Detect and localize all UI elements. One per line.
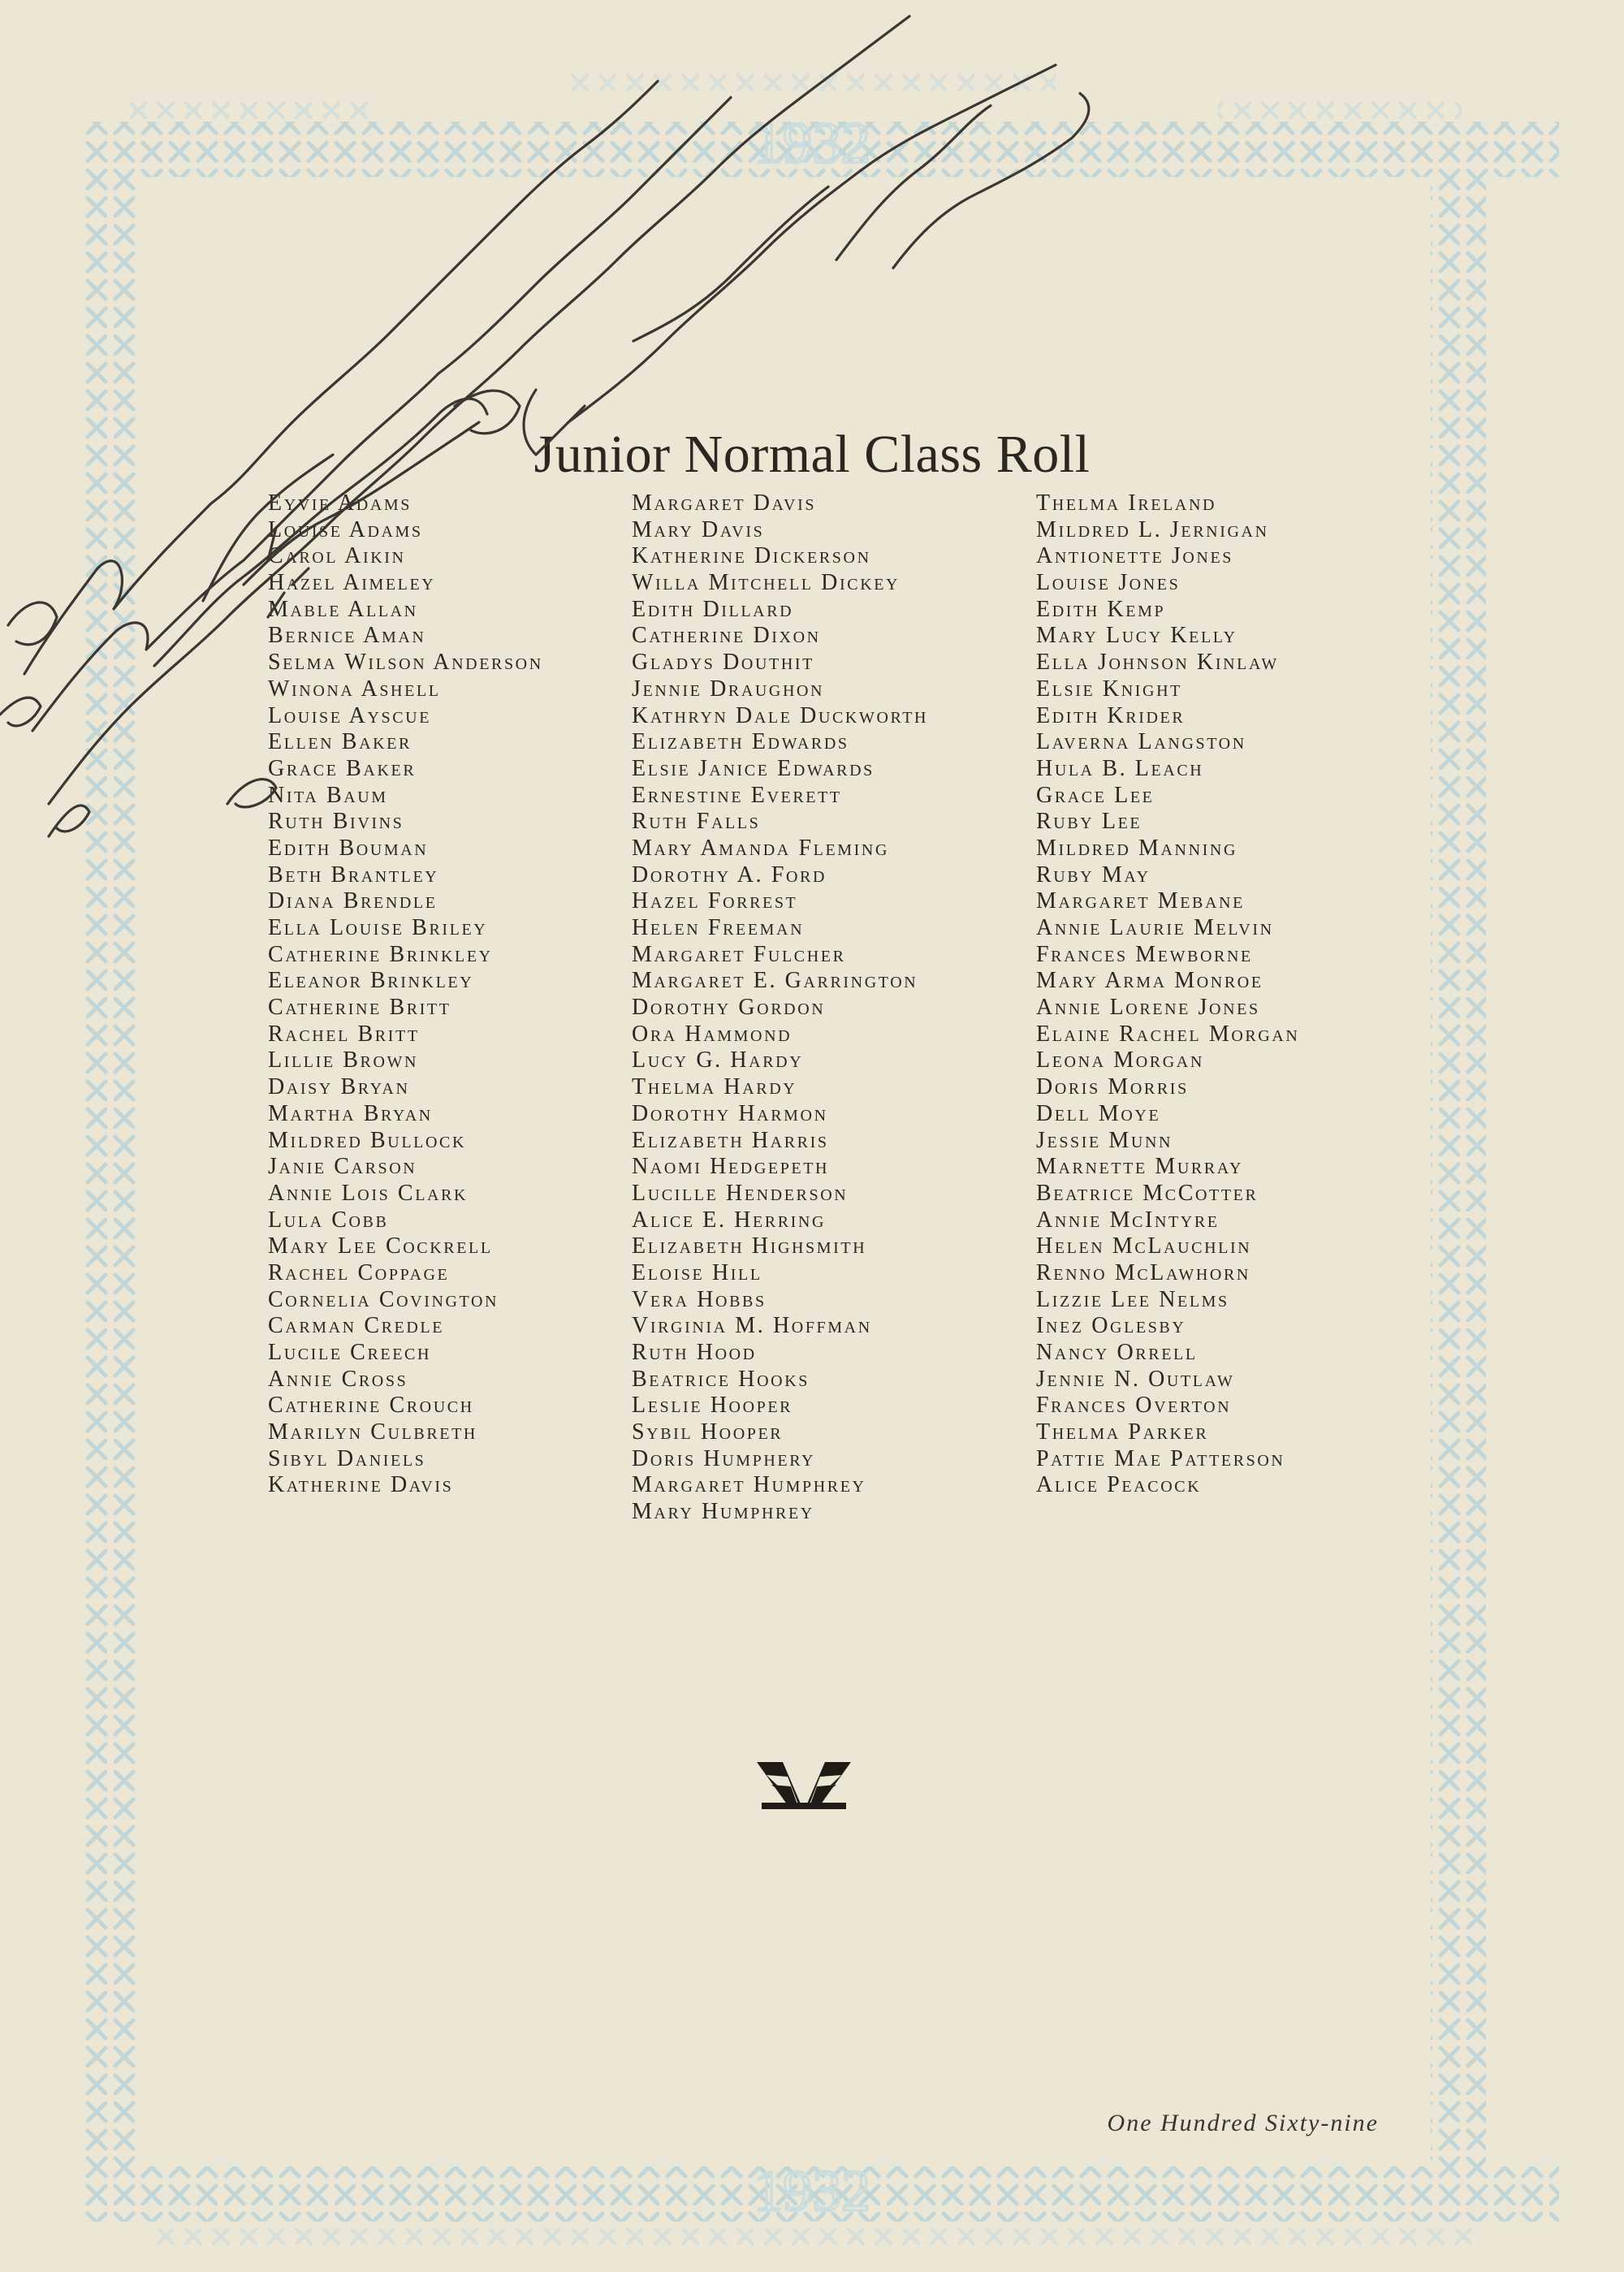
- student-name: Ruby May: [1036, 862, 1151, 888]
- student-name: Lucille Henderson: [632, 1180, 849, 1206]
- student-name: Elsie Knight: [1036, 676, 1182, 702]
- student-name: Mary Davis: [632, 516, 765, 542]
- student-name: Rachel Coppage: [268, 1259, 450, 1285]
- student-name: Jessie Munn: [1036, 1127, 1173, 1153]
- student-name: Daisy Bryan: [268, 1074, 410, 1100]
- student-name: Margaret Davis: [632, 490, 817, 516]
- name-column-1: [268, 490, 543, 1499]
- student-name: Sibyl Daniels: [268, 1445, 426, 1471]
- student-name: Frances Overton: [1036, 1393, 1232, 1419]
- student-name: Eloise Hill: [632, 1259, 762, 1285]
- student-name: Renno McLawhorn: [1036, 1259, 1250, 1285]
- student-name: Laverna Langston: [1036, 729, 1246, 755]
- student-name: Elaine Rachel Morgan: [1036, 1021, 1300, 1047]
- student-name: Lillie Brown: [268, 1047, 419, 1073]
- name-column-3: [1036, 490, 1299, 1499]
- student-name: Ora Hammond: [632, 1021, 793, 1047]
- student-name: Virginia M. Hoffman: [632, 1313, 872, 1339]
- student-name: Margaret Humphrey: [632, 1472, 866, 1498]
- student-name: Catherine Crouch: [268, 1393, 474, 1419]
- student-name: Gladys Douthit: [632, 650, 814, 676]
- student-name: Edith Bouman: [268, 835, 429, 861]
- student-name: Jennie N. Outlaw: [1036, 1366, 1235, 1392]
- student-name: Leslie Hooper: [632, 1393, 793, 1419]
- student-name: Margaret E. Garrington: [632, 968, 918, 994]
- student-name: Nancy Orrell: [1036, 1340, 1198, 1365]
- student-name: Thelma Hardy: [632, 1074, 797, 1100]
- student-name: Elizabeth Edwards: [632, 729, 849, 755]
- student-name: Katherine Dickerson: [632, 543, 871, 569]
- student-name: Mable Allan: [268, 596, 418, 622]
- border-year-top: 1932: [754, 110, 870, 175]
- student-name: Katherine Davis: [268, 1472, 454, 1498]
- student-name: Ruth Bivins: [268, 809, 404, 835]
- student-name: Lizzie Lee Nelms: [1036, 1286, 1229, 1312]
- student-name: Alice Peacock: [1036, 1472, 1202, 1498]
- student-name: Eleanor Brinkley: [268, 968, 474, 994]
- student-name: Vera Hobbs: [632, 1286, 767, 1312]
- student-name: Annie McIntyre: [1036, 1207, 1220, 1233]
- student-name: Ella Louise Briley: [268, 915, 488, 940]
- student-name: Martha Bryan: [268, 1100, 433, 1126]
- student-name: Annie Lorene Jones: [1036, 995, 1260, 1021]
- student-name: Mary Lucy Kelly: [1036, 623, 1237, 649]
- student-name: Marilyn Culbreth: [268, 1419, 477, 1445]
- student-name: Carman Credle: [268, 1313, 445, 1339]
- student-name: Elsie Janice Edwards: [632, 755, 875, 781]
- student-name: Dorothy Gordon: [632, 995, 826, 1021]
- page-number: One Hundred Sixty-nine: [1107, 2110, 1379, 2136]
- page-title: Junior Normal Class Roll: [533, 425, 1091, 485]
- student-name: Rachel Britt: [268, 1021, 420, 1047]
- student-name: Louise Adams: [268, 516, 423, 542]
- student-name: Marnette Murray: [1036, 1154, 1244, 1180]
- student-name: Ellen Baker: [268, 729, 412, 755]
- student-name: Elizabeth Highsmith: [632, 1233, 867, 1259]
- student-name: Diana Brendle: [268, 888, 438, 914]
- student-name: Dell Moye: [1036, 1100, 1161, 1126]
- student-name: Elizabeth Harris: [632, 1127, 829, 1153]
- student-name: Catherine Dixon: [632, 623, 821, 649]
- student-name: Mary Lee Cockrell: [268, 1233, 493, 1259]
- student-name: Grace Baker: [268, 755, 417, 781]
- student-name: Alice E. Herring: [632, 1207, 827, 1233]
- student-name: Eyvie Adams: [268, 490, 412, 516]
- student-name: Ernestine Everett: [632, 782, 842, 808]
- student-name: Margaret Mebane: [1036, 888, 1245, 914]
- student-name: Sybil Hooper: [632, 1419, 784, 1445]
- student-name: Beatrice Hooks: [632, 1366, 810, 1392]
- student-name: Louise Jones: [1036, 570, 1181, 596]
- student-name: Inez Oglesby: [1036, 1313, 1186, 1339]
- student-name: Beth Brantley: [268, 862, 439, 888]
- student-name: Ruby Lee: [1036, 809, 1142, 835]
- student-name: Mary Arma Monroe: [1036, 968, 1263, 994]
- student-name: Ruth Hood: [632, 1340, 757, 1365]
- student-name: Carol Aikin: [268, 543, 406, 569]
- student-name: Dorothy A. Ford: [632, 862, 827, 888]
- student-name: Mildred Bullock: [268, 1127, 466, 1153]
- student-name: Mary Amanda Fleming: [632, 835, 889, 861]
- student-name: Bernice Aman: [268, 623, 426, 649]
- student-name: Dorothy Harmon: [632, 1100, 828, 1126]
- student-name: Janie Carson: [268, 1154, 417, 1180]
- student-name: Helen Freeman: [632, 915, 805, 940]
- student-name: Mildred Manning: [1036, 835, 1237, 861]
- student-name: Antionette Jones: [1036, 543, 1234, 569]
- student-name: Cornelia Covington: [268, 1286, 499, 1312]
- student-name: Lucile Creech: [268, 1340, 432, 1365]
- student-name: Hazel Forrest: [632, 888, 798, 914]
- student-name: Catherine Brinkley: [268, 941, 493, 967]
- student-name: Ruth Falls: [632, 809, 761, 835]
- student-name: Catherine Britt: [268, 995, 451, 1021]
- student-name: Lula Cobb: [268, 1207, 389, 1233]
- student-name: Louise Ayscue: [268, 702, 432, 728]
- student-name: Margaret Fulcher: [632, 941, 846, 967]
- student-name: Edith Dillard: [632, 596, 794, 622]
- student-name: Grace Lee: [1036, 782, 1155, 808]
- student-name: Naomi Hedgepeth: [632, 1154, 830, 1180]
- student-name: Beatrice McCotter: [1036, 1180, 1259, 1206]
- student-name: Selma Wilson Anderson: [268, 650, 543, 676]
- student-name: Doris Morris: [1036, 1074, 1189, 1100]
- student-name: Annie Cross: [268, 1366, 408, 1392]
- student-name: Hazel Aimeley: [268, 570, 436, 596]
- student-name: Mary Humphrey: [632, 1499, 814, 1525]
- student-name: Leona Morgan: [1036, 1047, 1204, 1073]
- student-name: Nita Baum: [268, 782, 388, 808]
- student-name: Thelma Ireland: [1036, 490, 1217, 516]
- student-name: Doris Humphery: [632, 1445, 816, 1471]
- student-name: Edith Kemp: [1036, 596, 1166, 622]
- student-name: Mildred L. Jernigan: [1036, 516, 1269, 542]
- student-name: Ella Johnson Kinlaw: [1036, 650, 1279, 676]
- student-name: Frances Mewborne: [1036, 941, 1253, 967]
- student-name: Winona Ashell: [268, 676, 441, 702]
- winged-emblem-icon: [755, 1760, 853, 1811]
- student-name: Annie Lois Clark: [268, 1180, 469, 1206]
- student-name: Edith Krider: [1036, 702, 1186, 728]
- student-name: Kathryn Dale Duckworth: [632, 702, 929, 728]
- student-name: Annie Laurie Melvin: [1036, 915, 1274, 940]
- student-name: Lucy G. Hardy: [632, 1047, 804, 1073]
- name-column-2: [632, 490, 928, 1526]
- student-name: Pattie Mae Patterson: [1036, 1445, 1285, 1471]
- student-name: Willa Mitchell Dickey: [632, 570, 901, 596]
- student-name: Thelma Parker: [1036, 1419, 1209, 1445]
- student-name: Hula B. Leach: [1036, 755, 1204, 781]
- border-year-bottom: 1932: [754, 2158, 870, 2223]
- student-name: Helen McLauchlin: [1036, 1233, 1252, 1259]
- student-name: Jennie Draughon: [632, 676, 825, 702]
